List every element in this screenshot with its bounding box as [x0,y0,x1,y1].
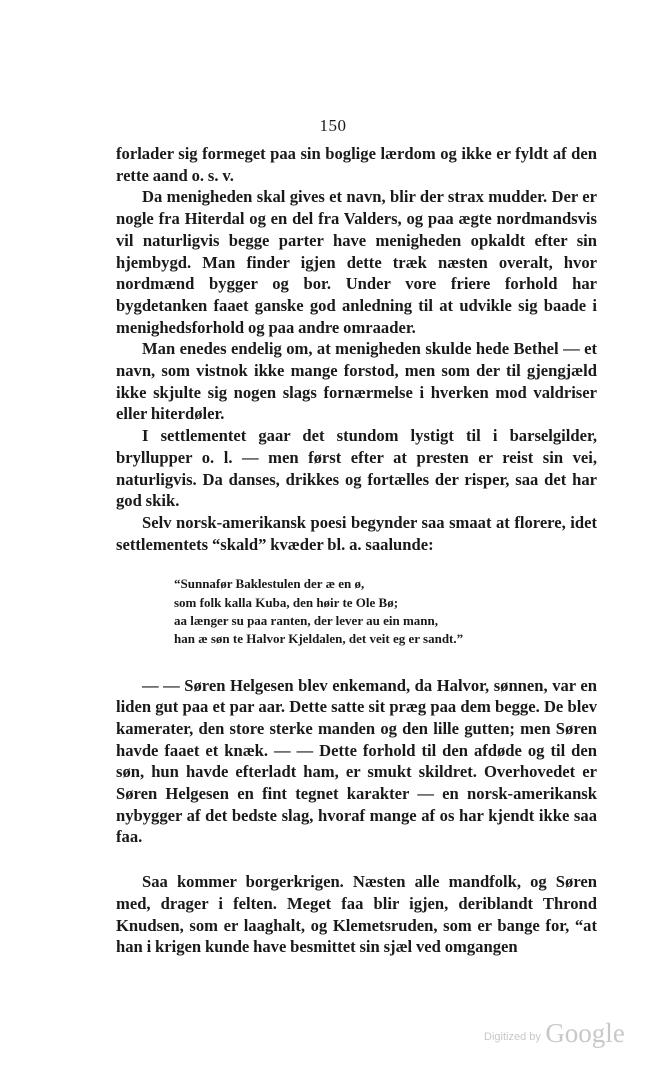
paragraph-menighed-navn: Da menigheden skal gives et navn, blir der strax mudder. Der er nogle fra Hiterdal og en del fra Valders, og paa ægte nordmandsvis vil naturligvis begge parter have menigheden opkaldt efter sin hjembygd. Man finder igjen dette træk næsten overalt, hvor nordmænd bygger og bor. Under vore friere forhold har bygdetanken faaet ganske god anledning til at udvikle sig baade i menighedsforhold og paa andre omraader. [116,187,597,337]
paragraph-settlement-fest: I settlementet gaar det stundom lystigt til i barselgilder, bryllupper o. l. — men først efter at presten er reist sin vei, naturligvis. Da danses, drikkes og fortælles der risper, saa det har god skik. [116,426,597,511]
poem-line: som folk kalla Kuba, den høir te Ole Bø; [174,594,399,610]
poem-line: han æ søn te Halvor Kjeldalen, det veit eg er sandt.” [174,631,464,647]
paragraph-soren-helgesen: — — Søren Helgesen blev enkemand, da Halvor, sønnen, var en liden gut paa et par aar. Dette satte sit præg paa dem begge. De blev kamerater, den store sterke manden og den lille gutten; men Søren havde faaet et knæk. — — Dette forhold til den afdøde og til den søn, hun havde efterladt ham, er smukt skildret. Overhovedet er Søren Helgesen en fint tegnet karakter — en norsk-amerikansk nybygger af det bedste slag, hvoraf mange af os har kjendt ikke saa faa. [116,675,597,847]
poem-quote [174,575,597,648]
poem-line: aa længer su paa ranten, der lever au ein mann, [174,612,438,628]
watermark-prefix: Digitized by [484,1031,541,1043]
page-body [116,143,597,958]
poem-line: “Sunnafør Baklestulen der æ en ø, [174,576,365,592]
paragraph-continuation: forlader sig formeget paa sin boglige lærdom og ikke er fyldt af den rette aand o. s. v. [116,144,597,185]
google-logo: Google [545,1018,625,1048]
page-number: 150 [319,116,347,135]
paragraph-borgerkrigen: Saa kommer borgerkrigen. Næsten alle mandfolk, og Søren med, drager i felten. Meget faa blir igjen, deriblandt Thrond Knudsen, som er laaghalt, og Klemetsruden, som er bange for, “at han i krigen kunde have besmittet sin sjæl ved omgangen [116,872,597,957]
digitized-watermark [484,1018,625,1049]
paragraph-poesi: Selv norsk-amerikansk poesi begynder saa smaat at florere, idet settlementets “skald” kvæder bl. a. saalunde: [116,512,597,554]
paragraph-bethel: Man enedes endelig om, at menigheden skulde hede Bethel — et navn, som vistnok ikke mange forstod, men som der til gjengjæld ikke skjulte sig nogen slags fornærmelse i hverken mod valdriser eller hiterdøler. [116,339,597,424]
